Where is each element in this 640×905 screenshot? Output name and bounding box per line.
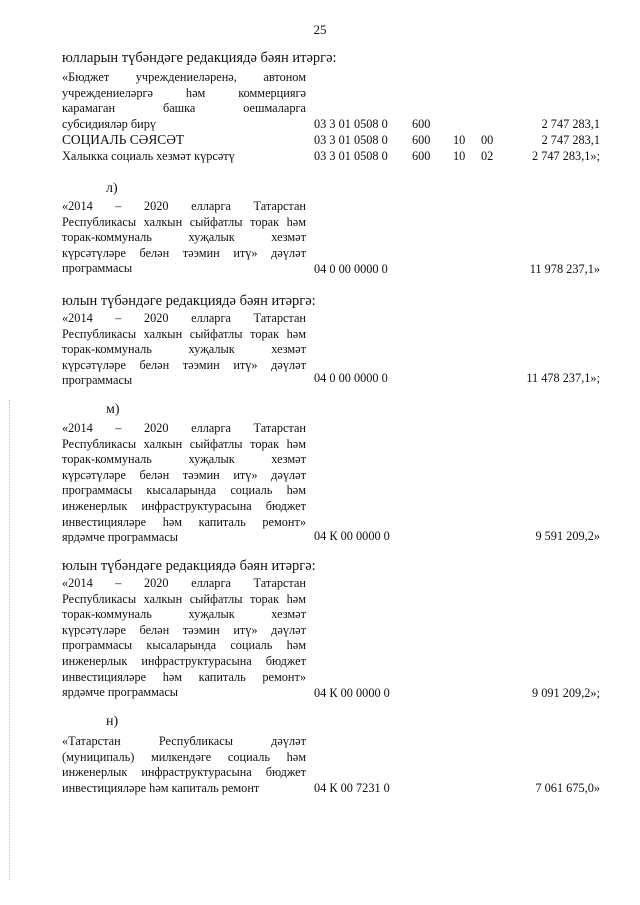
desc-line: ярдәмче программасы (62, 685, 179, 700)
desc-line: «Бюджет учреждениеләренә, автоном (62, 70, 306, 84)
sum-cell: 2 747 283,1 (541, 117, 600, 131)
item-letter: н) (106, 714, 119, 729)
code-cell: 04 0 00 0000 0 (314, 371, 388, 385)
desc-line: күрсәтүләре белән тәэмин итү» дәүләт (62, 357, 306, 372)
desc-line: «2014 – 2020 елларга Татарстан (62, 576, 306, 590)
desc-line: Республикасы халкын сыйфатлы торак һәм (62, 326, 306, 341)
desc-line: карамаган башка оешмаларга (62, 101, 306, 116)
desc-line: ярдәмче программасы (62, 530, 179, 545)
row-label: Халыкка социаль хезмәт күрсәтү (62, 149, 235, 163)
desc-line: (муниципаль) милкендәге социаль һәм (62, 749, 306, 764)
pr-cell: 00 (481, 133, 494, 147)
heading-instruction: юлын түбәндәге редакциядә бәян итәргә: (62, 293, 316, 309)
desc-line: күрсәтүләре белән тәэмин итү» дәүләт (62, 245, 306, 260)
code-cell: 04 К 00 7231 0 (314, 781, 390, 795)
page-number: 25 (313, 22, 327, 37)
heading-instruction: юлларын түбәндәге редакциядә бәян итәргә: (62, 50, 337, 66)
desc-line: Республикасы халкын сыйфатлы торак һәм (62, 436, 306, 451)
desc-line: күрсәтүләре белән тәэмин итү» дәүләт (62, 467, 306, 482)
desc-line: «2014 – 2020 елларга Татарстан (62, 311, 306, 325)
sum-cell: 2 747 283,1»; (532, 149, 600, 163)
pr-cell: 02 (481, 149, 494, 163)
desc-line: субсидияләр бирү (62, 116, 157, 131)
item-letter: л) (106, 181, 118, 196)
desc-line: инвестицияләре һәм капиталь ремонт» (62, 669, 306, 684)
desc-line: күрсәтүләре белән тәэмин итү» дәүләт (62, 622, 306, 637)
code-cell: 04 0 00 0000 0 (314, 262, 388, 276)
code-cell: 04 К 00 0000 0 (314, 529, 390, 543)
desc-line: торак-коммуналь хуҗалык хезмәт (62, 342, 306, 357)
desc-line: программасы (62, 261, 133, 276)
desc-line: торак-коммуналь хуҗалык хезмәт (62, 452, 306, 467)
rz-cell: 10 (453, 133, 466, 147)
sum-cell: 9 091 209,2»; (532, 686, 600, 700)
desc-line: инженерлык инфраструктурасына бюджет (62, 653, 306, 668)
sum-cell: 9 591 209,2» (535, 529, 600, 543)
item-letter: м) (106, 402, 120, 417)
code-cell: 03 3 01 0508 0 (314, 117, 388, 131)
desc-line: инженерлык инфраструктурасына бюджет (62, 765, 306, 780)
desc-line: торак-коммуналь хуҗалык хезмәт (62, 230, 306, 245)
desc-line: инвестицияләре һәм капиталь ремонт» (62, 514, 306, 529)
desc-line: программасы кысаларында социаль һәм (62, 483, 306, 498)
sum-cell: 7 061 675,0» (535, 781, 600, 795)
description-subsidies (62, 70, 306, 132)
sum-cell: 11 478 237,1»; (526, 371, 600, 385)
desc-line: инженерлык инфраструктурасына бюджет (62, 498, 306, 513)
desc-line: программасы (62, 373, 133, 388)
description-program (62, 311, 306, 389)
code-cell: 03 3 01 0508 0 (314, 133, 388, 147)
description-subprogram (62, 576, 306, 701)
sum-cell: 2 747 283,1 (541, 133, 600, 147)
row-label: СОЦИАЛЬ СӘЯСӘТ (62, 132, 185, 147)
desc-line: торак-коммуналь хуҗалык хезмәт (62, 607, 306, 622)
vr-cell: 600 (412, 149, 431, 163)
vr-cell: 600 (412, 133, 431, 147)
desc-line: инвестицияләре һәм капиталь ремонт (62, 780, 260, 795)
description-capital-repair (62, 734, 306, 796)
desc-line: учреждениеләргә һәм коммерциягә (62, 85, 306, 100)
description-subprogram (62, 421, 306, 546)
binding-margin-dots (9, 400, 10, 880)
desc-line: Республикасы халкын сыйфатлы торак һәм (62, 214, 306, 229)
heading-instruction: юлын түбәндәге редакциядә бәян итәргә: (62, 558, 316, 574)
rz-cell: 10 (453, 149, 466, 163)
code-cell: 04 К 00 0000 0 (314, 686, 390, 700)
vr-cell: 600 (412, 117, 431, 131)
desc-line: программасы кысаларында социаль һәм (62, 638, 306, 653)
description-program (62, 199, 306, 277)
sum-cell: 11 978 237,1» (529, 262, 600, 276)
code-cell: 03 3 01 0508 0 (314, 149, 388, 163)
desc-line: «2014 – 2020 елларга Татарстан (62, 421, 306, 435)
desc-line: «2014 – 2020 елларга Татарстан (62, 199, 306, 213)
desc-line: Республикасы халкын сыйфатлы торак һәм (62, 591, 306, 606)
desc-line: «Татарстан Республикасы дәүләт (62, 734, 306, 748)
